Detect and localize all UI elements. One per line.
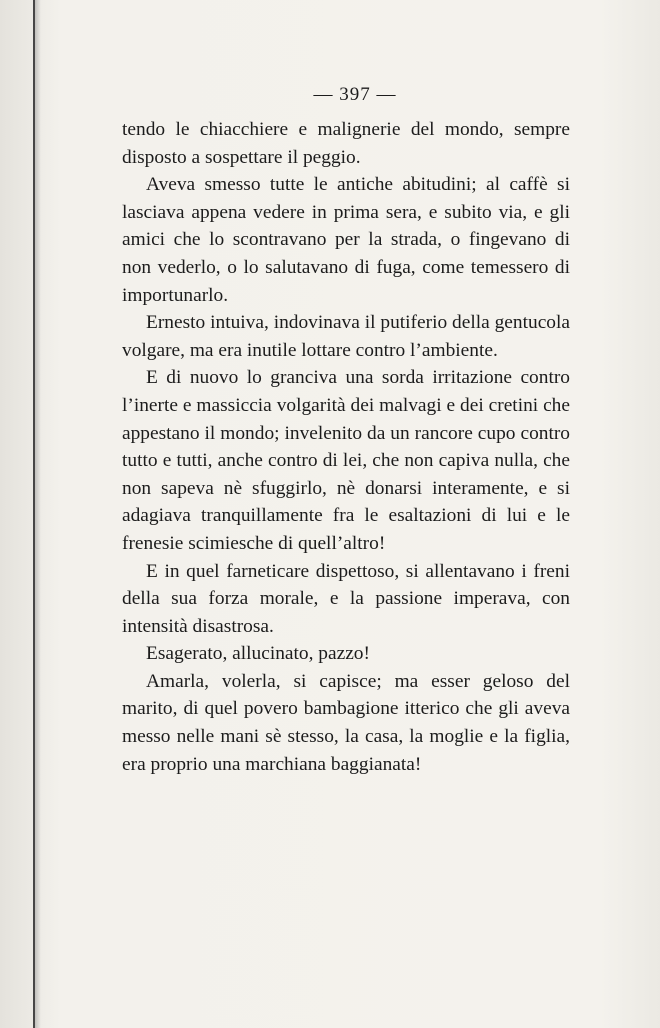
paragraph-4: E di nuovo lo granciva una sorda irritazione contro l’inerte e massiccia volgarità dei malvagi e dei cretini che appestano il mondo; invelenito da un rancore cupo contro tutto e tutti, anche contro di lei, che non capiva nulla, che non sapeva nè sfuggirlo, nè donarsi interamente, e si adagiava tranquillamente fra le esaltazioni di lui e le frenesie scimiesche di quell’altro! bbox=[122, 367, 570, 554]
paragraph-3: Ernesto intuiva, indovinava il putiferio della gentucola volgare, ma era inutile lottare contro l’ambiente. bbox=[122, 312, 570, 361]
page-number: — 397 — bbox=[313, 84, 397, 105]
paragraph-5: E in quel farneticare dispettoso, si allentavano i freni della sua forza morale, e la passione imperava, con intensità disastrosa. bbox=[122, 560, 570, 637]
body-text bbox=[122, 116, 570, 778]
binding-shadow bbox=[35, 0, 41, 1028]
paragraph-1: tendo le chiacchiere e malignerie del mondo, sempre disposto a sospettare il peggio. bbox=[122, 119, 570, 168]
paragraph-2: Aveva smesso tutte le antiche abitudini; al caffè si lasciava appena vedere in prima sera, e subito via, e gli amici che lo scontravano per la strada, o fingevano di non vederlo, o lo salutavano di fuga, come temessero di importunarlo. bbox=[122, 174, 570, 306]
paragraph-6: Esagerato, allucinato, pazzo! bbox=[146, 643, 370, 665]
paragraph-7: Amarla, volerla, si capisce; ma esser geloso del marito, di quel povero bambagione itterico che gli aveva messo nelle mani sè stesso, la casa, la moglie e la figlia, era proprio una marchiana baggianata! bbox=[122, 670, 570, 775]
